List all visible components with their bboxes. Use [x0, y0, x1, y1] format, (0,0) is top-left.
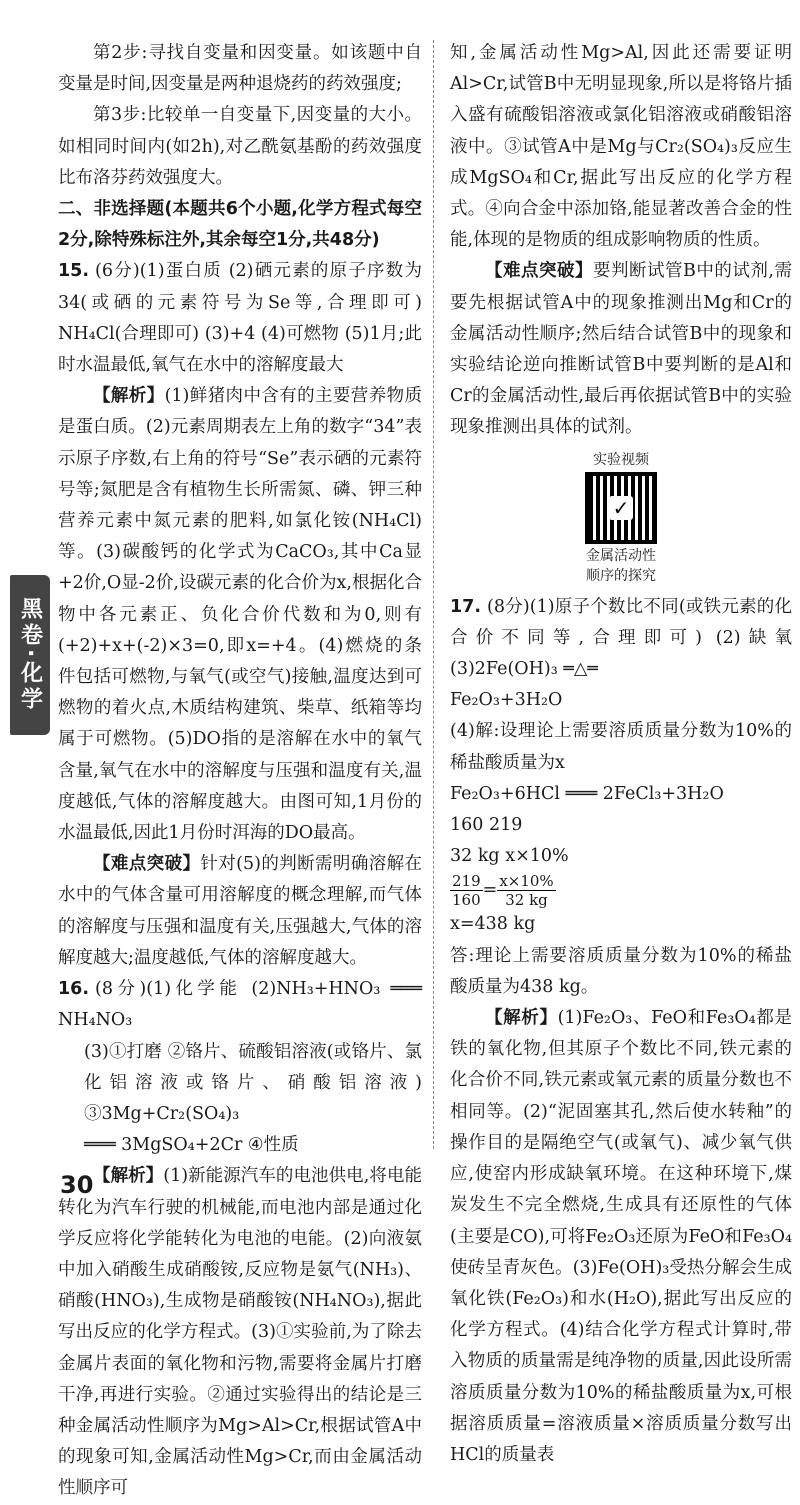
analysis-tag: 【解析】	[93, 386, 165, 407]
q15-number: 15.	[58, 261, 90, 282]
q16-answer-text-1: (8分)(1)化学能 (2)NH₃+HNO₃ ═══ NH₄NO₃	[58, 979, 422, 1031]
q16-answer-line-2: (3)①打磨 ②铬片、硫酸铝溶液(或铬片、氯化铝溶液或铬片、硝酸铝溶液) ③3Mg+Cr₂(SO₄)₃	[84, 1041, 422, 1124]
q16-analysis	[58, 1161, 422, 1504]
q15-answer-text: (6分)(1)蛋白质 (2)硒元素的原子序数为34(或硒的元素符号为Se等,合理即可) NH₄Cl(合理即可) (3)+4 (4)可燃物 (5)1月;此时水温最低,氧气在水中的溶解度最大	[58, 261, 422, 376]
checkmark-icon: ✓	[609, 496, 633, 520]
q17-solution-intro: (4)解:设理论上需要溶质质量分数为10%的稀盐酸质量为x	[450, 721, 792, 773]
qr-top-label: 实验视频	[593, 451, 649, 468]
q17-mass-row-1: 160 219	[450, 815, 523, 836]
video-qr-block[interactable]	[566, 450, 676, 586]
q16-analysis-text: (1)新能源汽车的电池供电,将电能转化为汽车行驶的机械能,而电池内部是通过化学反应将化学能转化为电池的电能。(2)向液氨中加入硝酸生成硝酸铵,反应物是氨气(NH₃)、硝酸(HNO₃),生成物是硝酸铵(NH₄NO₃),据此写出反应的化学方程式。(3)①实验前,为了除去金属片表面的氧化物和污物,需要将金属片打磨干净,再进行实验。②通过实验得出的结论是三种金属活动性顺序为Mg>Al>Cr,根据试管A中的现象可知,金属活动性Mg>Cr,而由金属活动性顺序可	[58, 1166, 423, 1499]
q16-difficulty	[450, 256, 792, 443]
q15-analysis-text: (1)鲜猪肉中含有的主要营养物质是蛋白质。(2)元素周期表左上角的数字“34”表示原子序数,右上角的符号“Se”表示硒的元素符号等;氮肥是含有植物生长所需氮、磷、钾三种营养元素中氮元素的肥料,如氯化铵(NH₄Cl)等。(3)碳酸钙的化学式为CaCO₃,其中Ca显+2价,O显-2价,设碳元素的化合价为x,根据化合物中各元素正、负化合价代数和为0,则有(+2)+x+(-2)×3=0,即x=+4。(4)燃烧的条件包括可燃物,与氧气(或空气)接触,温度达到可燃物的着火点,木质结构建筑、柴草、纸箱等均属于可燃物。(5)DO指的是溶解在水中的氧气含量,氧气在水中的溶解度与压强和温度有关,温度越低,气体的溶解度越大。由图可知,1月份的水温最低,因此1月份时洱海的DO最高。	[58, 386, 422, 844]
q17-analysis-text: (1)Fe₂O₃、FeO和Fe₃O₄都是铁的氧化物,但其原子个数比不同,铁元素的化合价不同,铁元素或氧元素的质量分数也不相同等。(2)“泥固塞其孔,然后使水转釉”的操作目的是隔绝空气(或氧气)、减少氧气供应,使窑内形成缺氧环境。在这种环境下,煤炭发生不完全燃烧,生成具有还原性的气体(主要是CO),可将Fe₂O₃还原为FeO和Fe₃O₄使砖呈青灰色。(3)Fe(OH)₃受热分解会生成氧化铁(Fe₂O₃)和水(H₂O),据此写出反应的化学方程式。(4)结合化学方程式计算时,带入物质的质量需是纯净物的质量,因此设所需溶质质量分数为10%的稀盐酸质量为x,可根据溶质质量=溶液质量×溶质质量分数写出HCl的质量表	[450, 1008, 792, 1465]
qr-code-icon[interactable]	[585, 472, 657, 544]
subject-side-tab: 黑卷·化学	[10, 575, 50, 735]
qr-bottom-label-2: 顺序的探究	[586, 567, 656, 584]
left-column	[58, 38, 422, 1505]
column-divider	[433, 40, 434, 1149]
q17-number: 17.	[450, 596, 482, 617]
q17-proportion: $\frac{219}{160}$ = $\frac{x\times 10\%}{32 kg}$	[452, 872, 554, 910]
step-3-text: 第3步:比较单一自变量下,因变量的大小。如相同时间内(如2h),对乙酰氨基酚的药效强度比布洛芬药效强度大。	[58, 105, 422, 188]
q17-answer-statement: 答:理论上需要溶质质量分数为10%的稀盐酸质量为438 kg。	[450, 945, 792, 997]
q17-analysis	[450, 1003, 792, 1471]
q15-analysis	[58, 381, 422, 849]
q17-mass-row-2: 32 kg x×10%	[450, 846, 569, 867]
right-column	[450, 38, 792, 1471]
step-2-text: 第2步:寻找自变量和因变量。如该题中自变量是时间,因变量是两种退烧药的药效强度;	[58, 43, 422, 95]
q16-difficulty-text: 要判断试管B中的试剂,需要先根据试管A中的现象推测出Mg和Cr的金属活动性顺序;然后结合试管B中的现象和实验结论逆向推断试管B中要判断的是Al和Cr的金属活动性,最后再依据试管B中的实验现象推测出具体的试剂。	[450, 261, 792, 438]
q16-number: 16.	[58, 979, 90, 1000]
q17-answer	[450, 592, 792, 686]
qr-bottom-label-1: 金属活动性	[586, 547, 656, 564]
fraction-left: $\frac{219}{160}$	[452, 872, 481, 910]
q17-answer-line-2: Fe₂O₃+3H₂O	[450, 690, 563, 711]
q17-equation: Fe₂O₃+6HCl ═══ 2FeCl₃+3H₂O	[450, 783, 724, 804]
q15-difficulty	[58, 849, 422, 974]
difficulty-tag: 【难点突破】	[485, 261, 594, 282]
q17-answer-text-1: (8分)(1)原子个数比不同(或铁元素的化合价不同等,合理即可) (2)缺氧 (3)2Fe(OH)₃ ═△═	[450, 596, 792, 680]
q15-answer	[58, 256, 422, 381]
page-number: 30	[60, 1171, 94, 1199]
q16-analysis-continued: 知,金属活动性Mg>Al,因此还需要证明Al>Cr,试管B中无明显现象,所以是将铬片插入盛有硫酸铝溶液或氯化铝溶液或硝酸铝溶液中。③试管A中是Mg与Cr₂(SO₄)₃反应生成MgSO₄和Cr,据此写出反应的化学方程式。④向合金中添加铬,能显著改善合金的性能,体现的是物质的组成影响物质的性质。	[450, 43, 792, 251]
q17-result: x=438 kg	[450, 914, 536, 935]
q16-answer-line-3: ═══ 3MgSO₄+2Cr ④性质	[84, 1135, 299, 1156]
q16-answer	[58, 974, 422, 1036]
q15-difficulty-text: 针对(5)的判断需明确溶解在水中的气体含量可用溶解度的概念理解,而气体的溶解度与压强和温度有关,压强越大,气体的溶解度越大;温度越低,气体的溶解度越大。	[58, 854, 423, 968]
section-2-heading: 二、非选择题(本题共6个小题,化学方程式每空2分,除特殊标注外,其余每空1分,共48分)	[58, 199, 422, 251]
fraction-right: $\frac{x\times 10\%}{32 kg}$	[499, 872, 554, 910]
analysis-tag: 【解析】	[485, 1008, 558, 1029]
difficulty-tag: 【难点突破】	[93, 854, 201, 875]
analysis-tag: 【解析】	[93, 1166, 164, 1187]
